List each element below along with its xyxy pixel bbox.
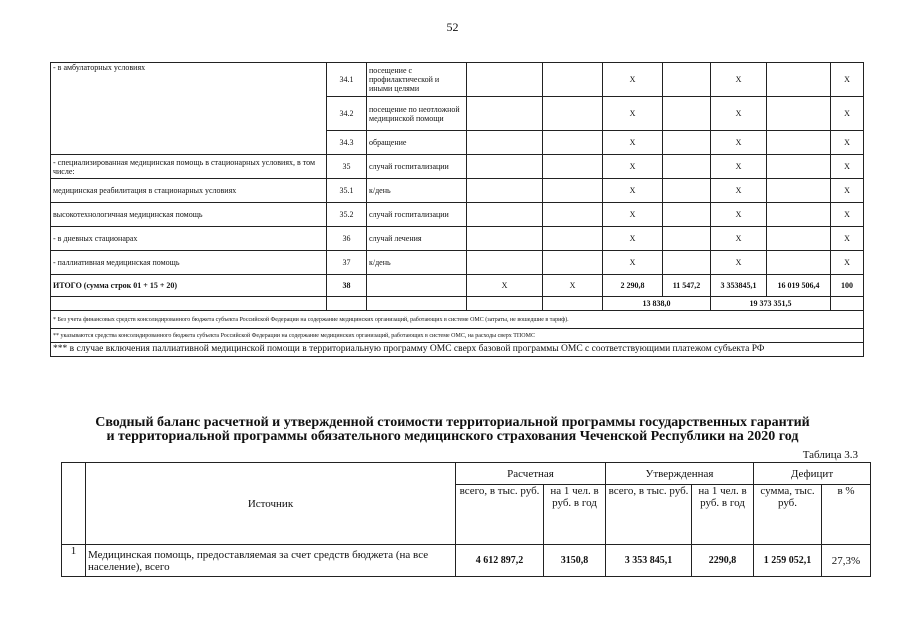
page-number: 52	[446, 20, 459, 34]
row-value-a	[467, 179, 543, 203]
row-value-e: X	[711, 63, 767, 97]
row-value-b	[543, 131, 603, 155]
row-unit: обращение	[367, 131, 467, 155]
row-appr-per: 2290,8	[692, 545, 754, 577]
total-row	[51, 275, 864, 297]
row-def-pct: 27,3%	[822, 545, 871, 577]
total-value-f: 16 019 506,4	[767, 275, 831, 297]
row-calc-total: 4 612 897,2	[456, 545, 544, 577]
row-unit: к/день	[367, 179, 467, 203]
row-value-b	[543, 179, 603, 203]
sum-left: 13 838,0	[603, 297, 711, 311]
row-value-b	[543, 155, 603, 179]
row-label: медицинская реабилитация в стационарных условиях	[51, 179, 327, 203]
row-value-c: X	[603, 131, 663, 155]
row-value-b	[543, 227, 603, 251]
row-value-d	[663, 63, 711, 97]
row-value-g: X	[831, 63, 864, 97]
row-value-g: X	[831, 155, 864, 179]
footnote-row	[51, 343, 864, 357]
sum-empty-4	[467, 297, 543, 311]
row-unit: к/день	[367, 251, 467, 275]
sum-empty-3	[367, 297, 467, 311]
row-value-b	[543, 203, 603, 227]
row-number: 1	[62, 545, 86, 577]
row-unit: посещение с профилактической и иными целями	[367, 63, 467, 97]
row-value-f	[767, 131, 831, 155]
total-value-b: X	[543, 275, 603, 297]
row-value-e: X	[711, 97, 767, 131]
header-calc-per: на 1 чел. в руб. в год	[544, 485, 606, 545]
total-value-c: 2 290,8	[603, 275, 663, 297]
row-value-e: X	[711, 155, 767, 179]
sum-empty-5	[543, 297, 603, 311]
row-value-a	[467, 251, 543, 275]
row-value-d	[663, 203, 711, 227]
row-value-c: X	[603, 97, 663, 131]
row-unit: посещение по неотложной медицинской помощи	[367, 97, 467, 131]
row-label: - в дневных стационарах	[51, 227, 327, 251]
row-value-a	[467, 203, 543, 227]
total-value-e: 3 353845,1	[711, 275, 767, 297]
row-value-c: X	[603, 203, 663, 227]
row-value-a	[467, 155, 543, 179]
row-value-f	[767, 227, 831, 251]
row-value-a	[467, 131, 543, 155]
row-value-c: X	[603, 155, 663, 179]
total-value-d: 11 547,2	[663, 275, 711, 297]
row-value-c: X	[603, 179, 663, 203]
row-label: - в амбулаторных условиях	[51, 63, 327, 155]
header-appr-total: всего, в тыс. руб.	[606, 485, 692, 545]
row-value-e: X	[711, 227, 767, 251]
section-title	[0, 416, 905, 444]
row-value-e: X	[711, 179, 767, 203]
row-value-d	[663, 131, 711, 155]
row-value-c: X	[603, 63, 663, 97]
sum-right: 19 373 351,5	[711, 297, 831, 311]
footnote-row	[51, 311, 864, 329]
cost-table	[50, 62, 864, 357]
row-code: 36	[327, 227, 367, 251]
row-value-d	[663, 179, 711, 203]
row-label: - паллиативная медицинская помощь	[51, 251, 327, 275]
row-def-sum: 1 259 052,1	[754, 545, 822, 577]
row-value-d	[663, 97, 711, 131]
total-value-g: 100	[831, 275, 864, 297]
row-code: 35.1	[327, 179, 367, 203]
total-value-a: X	[467, 275, 543, 297]
table-row	[51, 203, 864, 227]
sum-empty-1	[51, 297, 327, 311]
row-value-d	[663, 227, 711, 251]
header-number	[62, 463, 86, 545]
row-value-a	[467, 63, 543, 97]
row-unit: случай госпитализации	[367, 155, 467, 179]
sum-empty-6	[831, 297, 864, 311]
row-value-g: X	[831, 179, 864, 203]
row-unit: случай госпитализации	[367, 203, 467, 227]
row-value-g: X	[831, 131, 864, 155]
footnote-note1: * Без учета финансовых средств консолидированного бюджета субъекта Российской Федерации на содержание медицинских организаций, работающих в системе ОМС (затраты, не вошедшие в тариф).	[51, 311, 864, 329]
row-code: 34.2	[327, 97, 367, 131]
row-value-g: X	[831, 97, 864, 131]
table-row	[51, 63, 864, 97]
row-value-b	[543, 63, 603, 97]
sum-row	[51, 297, 864, 311]
row-appr-total: 3 353 845,1	[606, 545, 692, 577]
row-value-f	[767, 251, 831, 275]
footnote-note2: ** указываются средства консолидированного бюджета субъекта Российской Федерации на содержание медицинских организаций, работающих в системе ОМС, на расходы сверх ТПОМС	[51, 329, 864, 343]
table-row	[62, 545, 871, 577]
row-value-f	[767, 179, 831, 203]
header-calc: Расчетная	[456, 463, 606, 485]
total-code: 38	[327, 275, 367, 297]
section-title-line1: Сводный баланс расчетной и утвержденной стоимости территориальной программы государственных гарантий	[95, 415, 810, 430]
table-row	[51, 179, 864, 203]
row-calc-per: 3150,8	[544, 545, 606, 577]
table-row	[51, 227, 864, 251]
row-value-e: X	[711, 203, 767, 227]
header-approved: Утвержденная	[606, 463, 754, 485]
row-value-g: X	[831, 227, 864, 251]
row-code: 34.3	[327, 131, 367, 155]
row-value-d	[663, 155, 711, 179]
row-value-c: X	[603, 251, 663, 275]
row-source: Медицинская помощь, предоставляемая за счет средств бюджета (на все население), всего	[86, 545, 456, 577]
row-label: - специализированная медицинская помощь в стационарных условиях, в том числе:	[51, 155, 327, 179]
header-def-sum: сумма, тыс. руб.	[754, 485, 822, 545]
row-value-g: X	[831, 251, 864, 275]
row-value-e: X	[711, 251, 767, 275]
section-title-line2: и территориальной программы обязательного медицинского страхования Чеченской Республики на 2020 год	[106, 429, 799, 444]
row-code: 37	[327, 251, 367, 275]
row-code: 34.1	[327, 63, 367, 97]
total-unit	[367, 275, 467, 297]
header-deficit: Дефицит	[754, 463, 871, 485]
total-label: ИТОГО (сумма строк 01 + 15 + 20)	[51, 275, 327, 297]
header-appr-per: на 1 чел. в руб. в год	[692, 485, 754, 545]
row-value-d	[663, 251, 711, 275]
table-row	[51, 155, 864, 179]
balance-table	[61, 462, 871, 577]
table-number: Таблица 3.3	[802, 449, 858, 461]
header-source: Источник	[86, 463, 456, 545]
row-value-c: X	[603, 227, 663, 251]
header-calc-total: всего, в тыс. руб.	[456, 485, 544, 545]
table-row	[51, 251, 864, 275]
footnote-note3: *** в случае включения паллиативной медицинской помощи в территориальную программу ОМС сверх базовой программы ОМС с соответствующими платежом субъекта РФ	[51, 343, 864, 357]
row-label: высокотехнологичная медицинская помощь	[51, 203, 327, 227]
sum-empty-2	[327, 297, 367, 311]
row-value-f	[767, 63, 831, 97]
row-code: 35.2	[327, 203, 367, 227]
row-unit: случай лечения	[367, 227, 467, 251]
footnote-row	[51, 329, 864, 343]
row-value-g: X	[831, 203, 864, 227]
row-code: 35	[327, 155, 367, 179]
row-value-f	[767, 155, 831, 179]
header-def-pct: в %	[822, 485, 871, 545]
row-value-f	[767, 97, 831, 131]
row-value-e: X	[711, 131, 767, 155]
row-value-b	[543, 251, 603, 275]
row-value-f	[767, 203, 831, 227]
row-value-b	[543, 97, 603, 131]
row-value-a	[467, 227, 543, 251]
row-value-a	[467, 97, 543, 131]
